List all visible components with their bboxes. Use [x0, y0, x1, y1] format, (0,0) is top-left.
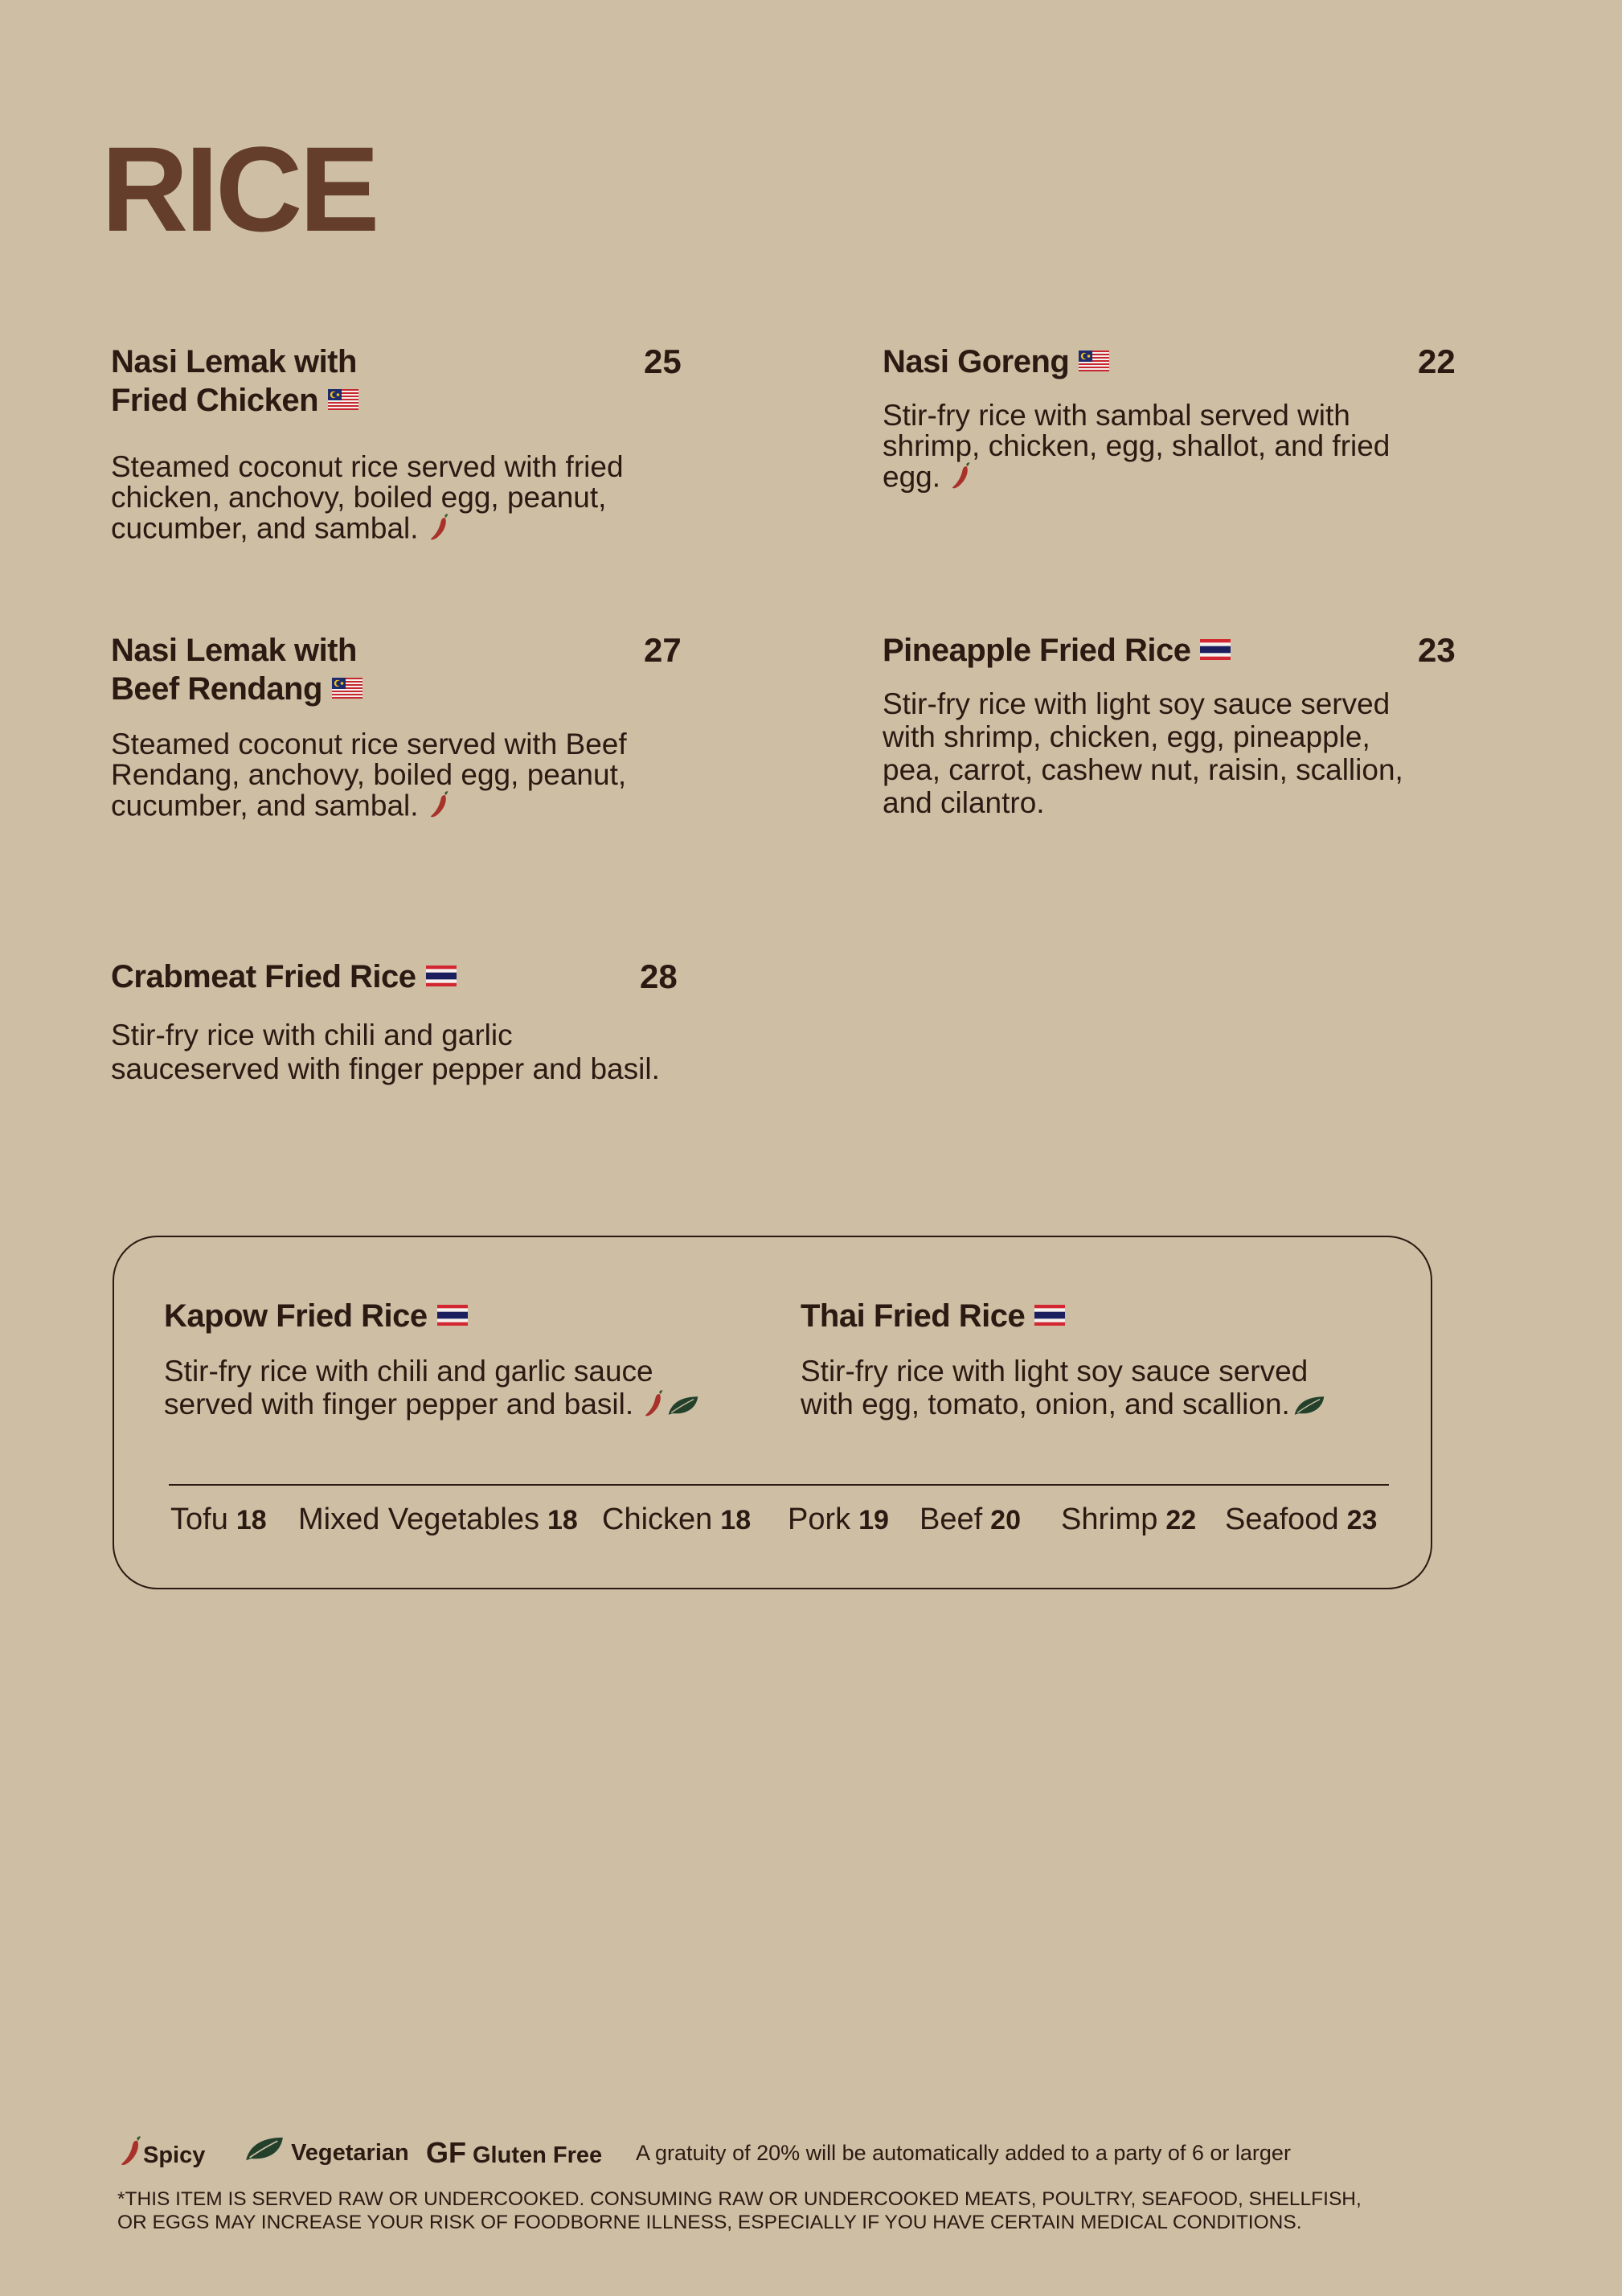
legend-vegetarian: Vegetarian	[241, 2135, 409, 2173]
item-price: 25	[644, 342, 682, 380]
item-description: Stir-fry rice with light soy sauce served with egg, tomato, onion, and scallion.	[801, 1355, 1379, 1423]
thailand-flag-icon	[426, 957, 457, 995]
thailand-flag-icon	[437, 1296, 468, 1335]
item-name: Kapow Fried Rice	[164, 1297, 743, 1337]
item-name: Nasi Goreng	[883, 342, 1469, 383]
item-description: Steamed coconut rice served with Beef Rendang, anchovy, boiled egg, peanut, cucumber, and sambal.	[111, 729, 690, 825]
item-name: Thai Fried Rice	[801, 1297, 1379, 1337]
chili-icon	[645, 1389, 663, 1425]
protein-option-shrimp: Shrimp 22	[1061, 1503, 1197, 1536]
item-description: Stir-fry rice with light soy sauce served with shrimp, chicken, egg, pineapple, pea, carrot, cashew nut, raisin, scallion, and cilantro.	[883, 687, 1403, 820]
malaysia-flag-icon	[1079, 342, 1109, 380]
menu-item-nasi-lemak-fried-chicken	[111, 342, 690, 547]
menu-item-crabmeat-fried-rice	[111, 957, 690, 1086]
protein-option-pork: Pork 19	[788, 1503, 889, 1536]
protein-option-beef: Beef 20	[920, 1503, 1021, 1536]
combo-item-thai-fried-rice	[801, 1297, 1379, 1423]
legend-gluten-free: GF Gluten Free	[426, 2136, 603, 2169]
item-name: Nasi Lemak with Beef Rendang	[111, 631, 690, 710]
chili-icon	[430, 790, 449, 825]
leaf-icon	[667, 1390, 699, 1423]
item-price: 27	[644, 631, 682, 669]
leaf-icon	[1293, 1390, 1325, 1423]
item-description: Stir-fry rice with sambal served with shrimp, chicken, egg, shallot, and fried egg.	[883, 400, 1469, 496]
combo-item-kapow-fried-rice	[164, 1297, 743, 1425]
protein-option-mixed-vegetables: Mixed Vegetables 18	[298, 1503, 578, 1536]
legend-spicy: Spicy	[121, 2135, 205, 2178]
menu-item-nasi-lemak-beef-rendang	[111, 631, 690, 825]
divider	[169, 1484, 1389, 1486]
thailand-flag-icon	[1034, 1296, 1065, 1335]
item-price: 28	[640, 957, 678, 995]
leaf-icon	[244, 2135, 285, 2173]
gluten-free-mark: GF	[426, 2136, 466, 2169]
item-price: 22	[1418, 342, 1456, 380]
combo-box	[113, 1236, 1432, 1589]
item-description: Stir-fry rice with chili and garlic sauceserved with finger pepper and basil.	[111, 1019, 660, 1086]
gratuity-note: A gratuity of 20% will be automatically added to a party of 6 or larger	[636, 2141, 1291, 2165]
menu-item-pineapple-fried-rice	[883, 631, 1469, 819]
chili-icon	[430, 513, 449, 547]
page-title: RICE	[101, 121, 377, 256]
item-name: Crabmeat Fried Rice	[111, 957, 690, 998]
thailand-flag-icon	[1200, 630, 1231, 669]
protein-option-tofu: Tofu 18	[170, 1503, 267, 1536]
protein-option-seafood: Seafood 23	[1225, 1503, 1378, 1536]
malaysia-flag-icon	[328, 380, 358, 419]
item-description: Steamed coconut rice served with fried chicken, anchovy, boiled egg, peanut, cucumber, and sambal.	[111, 452, 690, 547]
item-description: Stir-fry rice with chili and garlic sauce served with finger pepper and basil.	[164, 1355, 743, 1424]
item-price: 23	[1418, 631, 1456, 669]
menu-item-nasi-goreng	[883, 342, 1469, 496]
chili-icon	[952, 461, 970, 496]
item-name: Pineapple Fried Rice	[883, 631, 1469, 671]
malaysia-flag-icon	[332, 669, 362, 707]
protein-option-chicken: Chicken 18	[602, 1503, 752, 1536]
food-safety-disclaimer: *THIS ITEM IS SERVED RAW OR UNDERCOOKED. CONSUMING RAW OR UNDERCOOKED MEATS, POULTRY, SEAFOOD, SHELLFISH, OR EGGS MAY INCREASE YOUR RISK OF FOODBORNE ILLNESS, ESPECIALLY IF YOU HAVE CERTAIN MEDICAL CONDITIONS.	[117, 2188, 1362, 2233]
chili-icon	[121, 2135, 141, 2178]
item-name: Nasi Lemak with Fried Chicken	[111, 342, 690, 421]
